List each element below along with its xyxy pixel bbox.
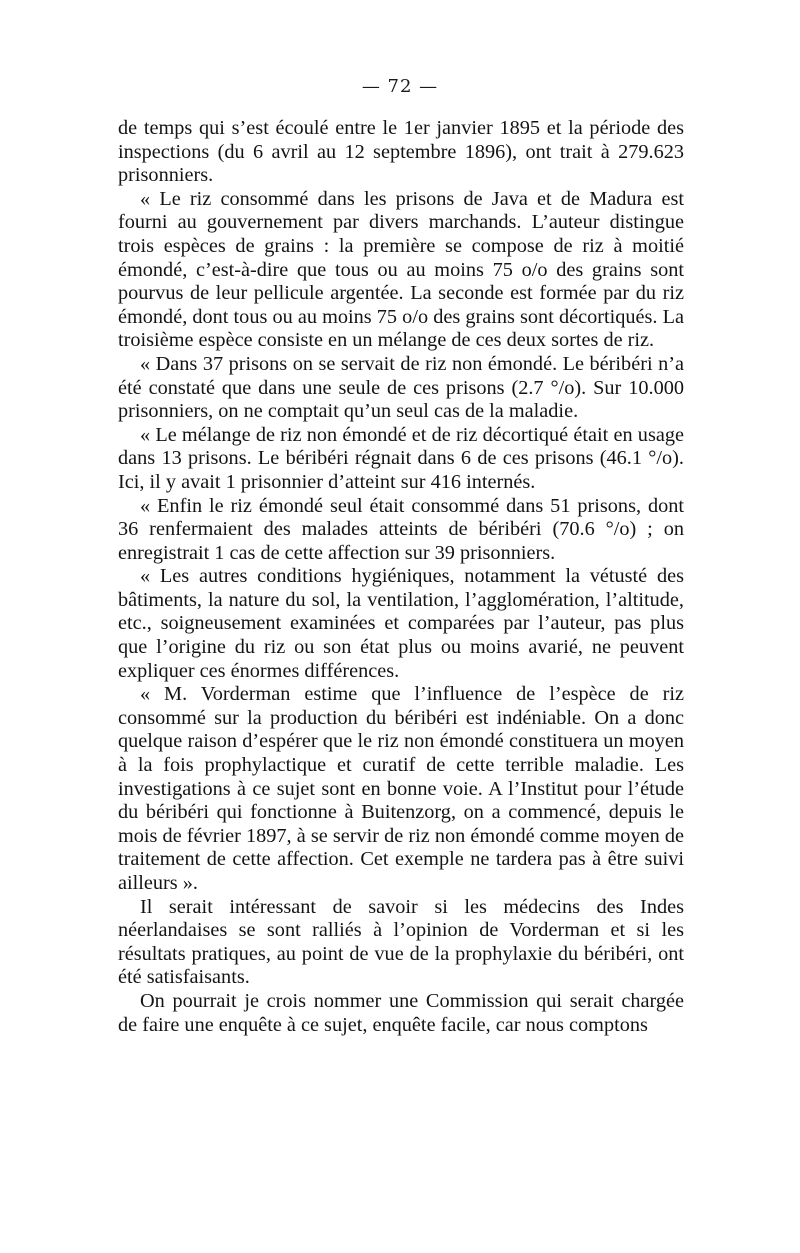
- paragraph-4: « Le mélange de riz non émondé et de riz décortiqué était en usage dans 13 prisons. Le béribéri régnait dans 6 de ces prisons (46.1 °/o). Ici, il y avait 1 prisonnier d’atteint sur 416 internés.: [118, 423, 684, 493]
- paragraph-5: « Enfin le riz émondé seul était consommé dans 51 prisons, dont 36 renfermaient des malades atteints de béribéri (70.6 °/o) ; on enregistrait 1 cas de cette affection sur 39 prisonniers.: [118, 494, 684, 564]
- paragraph-9: On pourrait je crois nommer une Commission qui serait chargée de faire une enquête à ce sujet, enquête facile, car nous comptons: [118, 989, 684, 1036]
- paragraph-8: Il serait intéressant de savoir si les médecins des Indes néerlandaises se sont ralliés à l’opinion de Vorderman et si les résultats pratiques, au point de vue de la prophylaxie du béribéri, ont été satisfaisants.: [118, 895, 684, 989]
- page-number: — 72 —: [361, 76, 439, 97]
- paragraph-6: « Les autres conditions hygiéniques, notamment la vétusté des bâtiments, la nature du sol, la ventilation, l’agglomération, l’altitude, etc., soigneusement examinées et comparées par l’auteur, pas plus que l’origine du riz ou son état plus ou moins avarié, ne peuvent expliquer ces énormes différences.: [118, 565, 684, 682]
- paragraph-7: « M. Vorderman estime que l’influence de l’espèce de riz consommé sur la production du béribéri est indéniable. On a donc quelque raison d’espérer que le riz non émondé constituera un moyen à la fois prophylactique et curatif de cette terrible maladie. Les investigations à ce sujet sont en bonne voie. A l’Institut pour l’étude du béribéri qui fonctionne à Buitenzorg, on a commencé, depuis le mois de février 1897, à se servir de riz non émondé comme moyen de traitement de cette affection. Cet exemple ne tardera pas à être suivi ailleurs ».: [118, 683, 684, 894]
- paragraph-1: de temps qui s’est écoulé entre le 1er janvier 1895 et la période des inspections (du 6 avril au 12 septembre 1896), ont trait à 279.623 prisonniers.: [118, 117, 684, 187]
- body-text: [118, 117, 684, 1037]
- paragraph-3: « Dans 37 prisons on se servait de riz non émondé. Le béribéri n’a été constaté que dans une seule de ces prisons (2.7 °/o). Sur 10.000 prisonniers, on ne comptait qu’un seul cas de la maladie.: [118, 352, 684, 423]
- paragraph-2: « Le riz consommé dans les prisons de Java et de Madura est fourni au gouvernement par divers marchands. L’auteur distingue trois espèces de grains : la première se compose de riz à moitié émondé, c’est-à-dire que tous ou au moins 75 o/o des grains sont pourvus de leur pellicule argentée. La seconde est formée par du riz émondé, dont tous ou au moins 75 o/o des grains sont décortiqués. La troisième espèce consiste en un mélange de ces deux sortes de riz.: [118, 187, 684, 352]
